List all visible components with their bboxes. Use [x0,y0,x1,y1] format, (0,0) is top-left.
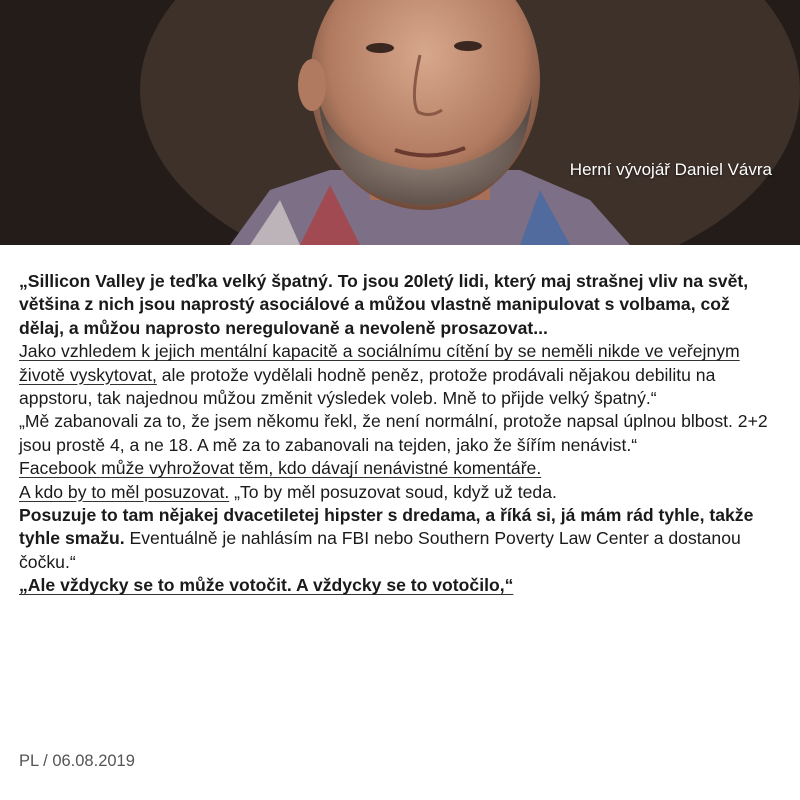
underlined-text: Facebook může vyhrožovat těm, kdo dávají nenávistné komentáře. [19,458,542,479]
underlined-text: A kdo by to měl posuzovat. [19,481,230,502]
quote-paragraph-3 [19,410,779,457]
article-body [19,270,779,598]
footer-credit: PL / 06.08.2019 [19,752,135,770]
photo-caption: Herní vývojář Daniel Vávra [569,160,772,179]
header-photo [0,0,800,245]
quote-paragraph-5 [19,504,779,574]
quote-bold-text: Posuzuje to tam nějakej dvacetiletej hipster s dredama, a říká si, já mám rád tyhle, takže tyhle smažu. [19,505,754,549]
quote-text: ale protože vydělali hodně peněz, protože prodávali nějakou debilitu na appstoru, tak najednou můžou změnit výsledek voleb. Mně to přijde velký špatný.“ [19,364,716,409]
quote-paragraph-1 [19,270,779,340]
quote-text: Eventuálně je nahlásím na FBI nebo Southern Poverty Law Center a dostanou čočku.“ [19,528,741,572]
quote-paragraph-2 [19,340,779,410]
quote-bold-text: „Sillicon Valley je teďka velký špatný. To jsou 20letý lidi, který maj strašnej vliv na svět, většina z nich jsou naprostý asociálové a můžou vlastně manipulovat s volbama, což dělaj, a můžou naprosto neregulovaně a nevoleně prosazovat... [19,271,749,338]
closing-quote: „Ale vždycky se to může votočit. A vždycky se to votočilo,“ [19,575,514,596]
quote-paragraph-6 [19,574,779,597]
quote-text: „Mě zabanovali za to, že jsem někomu řekl, že není normální, protože napsal úplnou blbost. 2+2 jsou prostě 4, a ne 18. A mě za to zabanovali na tejden, jako že šířím nenávist.“ [19,411,768,455]
quote-text: „To by měl posuzovat soud, když už teda. [229,481,557,502]
underlined-text: Jako vzhledem k jejich mentální kapacitě a sociálnímu cítění by se neměli nikde ve veřejnym životě vyskytovat, [19,341,740,385]
quote-paragraph-4 [19,457,779,504]
portrait-illustration [0,0,800,245]
